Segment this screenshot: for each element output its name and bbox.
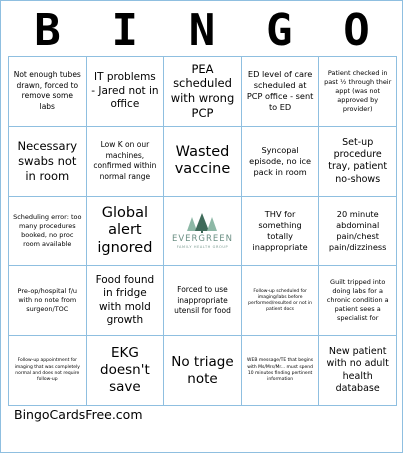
bingo-cell[interactable]: ED level of care scheduled at PCP office - sent to ED — [242, 57, 320, 127]
bingo-cell[interactable]: Patient checked in past ½ through their appt (was not approved by provider) — [319, 57, 397, 127]
bingo-cell[interactable]: Follow-up scheduled for imaging/labs before performed/resulted or not in patient docs — [242, 266, 320, 336]
header-letter-n: N — [188, 5, 216, 56]
header-letter-o: O — [343, 5, 370, 56]
bingo-header — [9, 7, 395, 55]
bingo-cell[interactable]: PEA scheduled with wrong PCP — [164, 57, 242, 127]
bingo-cell[interactable]: Global alert ignored — [87, 197, 165, 267]
bingo-cell[interactable]: Follow-up appointment for imaging that was completely normal and does not require follow-up — [9, 336, 87, 406]
bingo-grid — [8, 56, 397, 406]
bingo-cell[interactable]: Necessary swabs not in room — [9, 127, 87, 197]
logo-brand: EVERGREEN — [171, 233, 234, 244]
logo-subtitle: FAMILY HEALTH GROUP — [176, 244, 229, 249]
header-letter-b: B — [34, 5, 61, 56]
bingo-cell[interactable]: Food found in fridge with mold growth — [87, 266, 165, 336]
bingo-cell[interactable]: EKG doesn't save — [87, 336, 165, 406]
bingo-cell[interactable]: Pre-op/hospital f/u with no note from surgeon/TOC — [9, 266, 87, 336]
bingo-cell[interactable]: No triage note — [164, 336, 242, 406]
evergreen-trees-icon — [185, 213, 219, 233]
bingo-cell[interactable]: WEB message/TE that begins with Ms/Mrs/Mr... must spend 10 minutes finding pertinent information — [242, 336, 320, 406]
bingo-cell[interactable]: 20 minute abdominal pain/chest pain/dizziness — [319, 197, 397, 267]
bingo-cell[interactable]: Scheduling error: too many procedures booked, no proc room available — [9, 197, 87, 267]
bingo-cell[interactable]: Syncopal episode, no ice pack in room — [242, 127, 320, 197]
bingo-cell[interactable]: THV for something totally inappropriate — [242, 197, 320, 267]
bingo-cell[interactable]: Not enough tubes drawn, forced to remove some labs — [9, 57, 87, 127]
footer-site-link[interactable]: BingoCardsFree.com — [14, 407, 143, 422]
bingo-cell[interactable]: Forced to use inappropriate utensil for food — [164, 266, 242, 336]
bingo-cell[interactable]: Guilt tripped into doing labs for a chronic condition a patient sees a specialist for — [319, 266, 397, 336]
bingo-cell[interactable]: New patient with no adult health database — [319, 336, 397, 406]
bingo-cell[interactable]: Wasted vaccine — [164, 127, 242, 197]
free-space-logo[interactable] — [164, 197, 242, 267]
header-letter-i: I — [111, 5, 138, 56]
bingo-cell[interactable]: Low K on our machines, confirmed within normal range — [87, 127, 165, 197]
header-letter-g: G — [266, 5, 293, 56]
bingo-cell[interactable]: IT problems - Jared not in office — [87, 57, 165, 127]
bingo-cell[interactable]: Set-up procedure tray, patient no-shows — [319, 127, 397, 197]
